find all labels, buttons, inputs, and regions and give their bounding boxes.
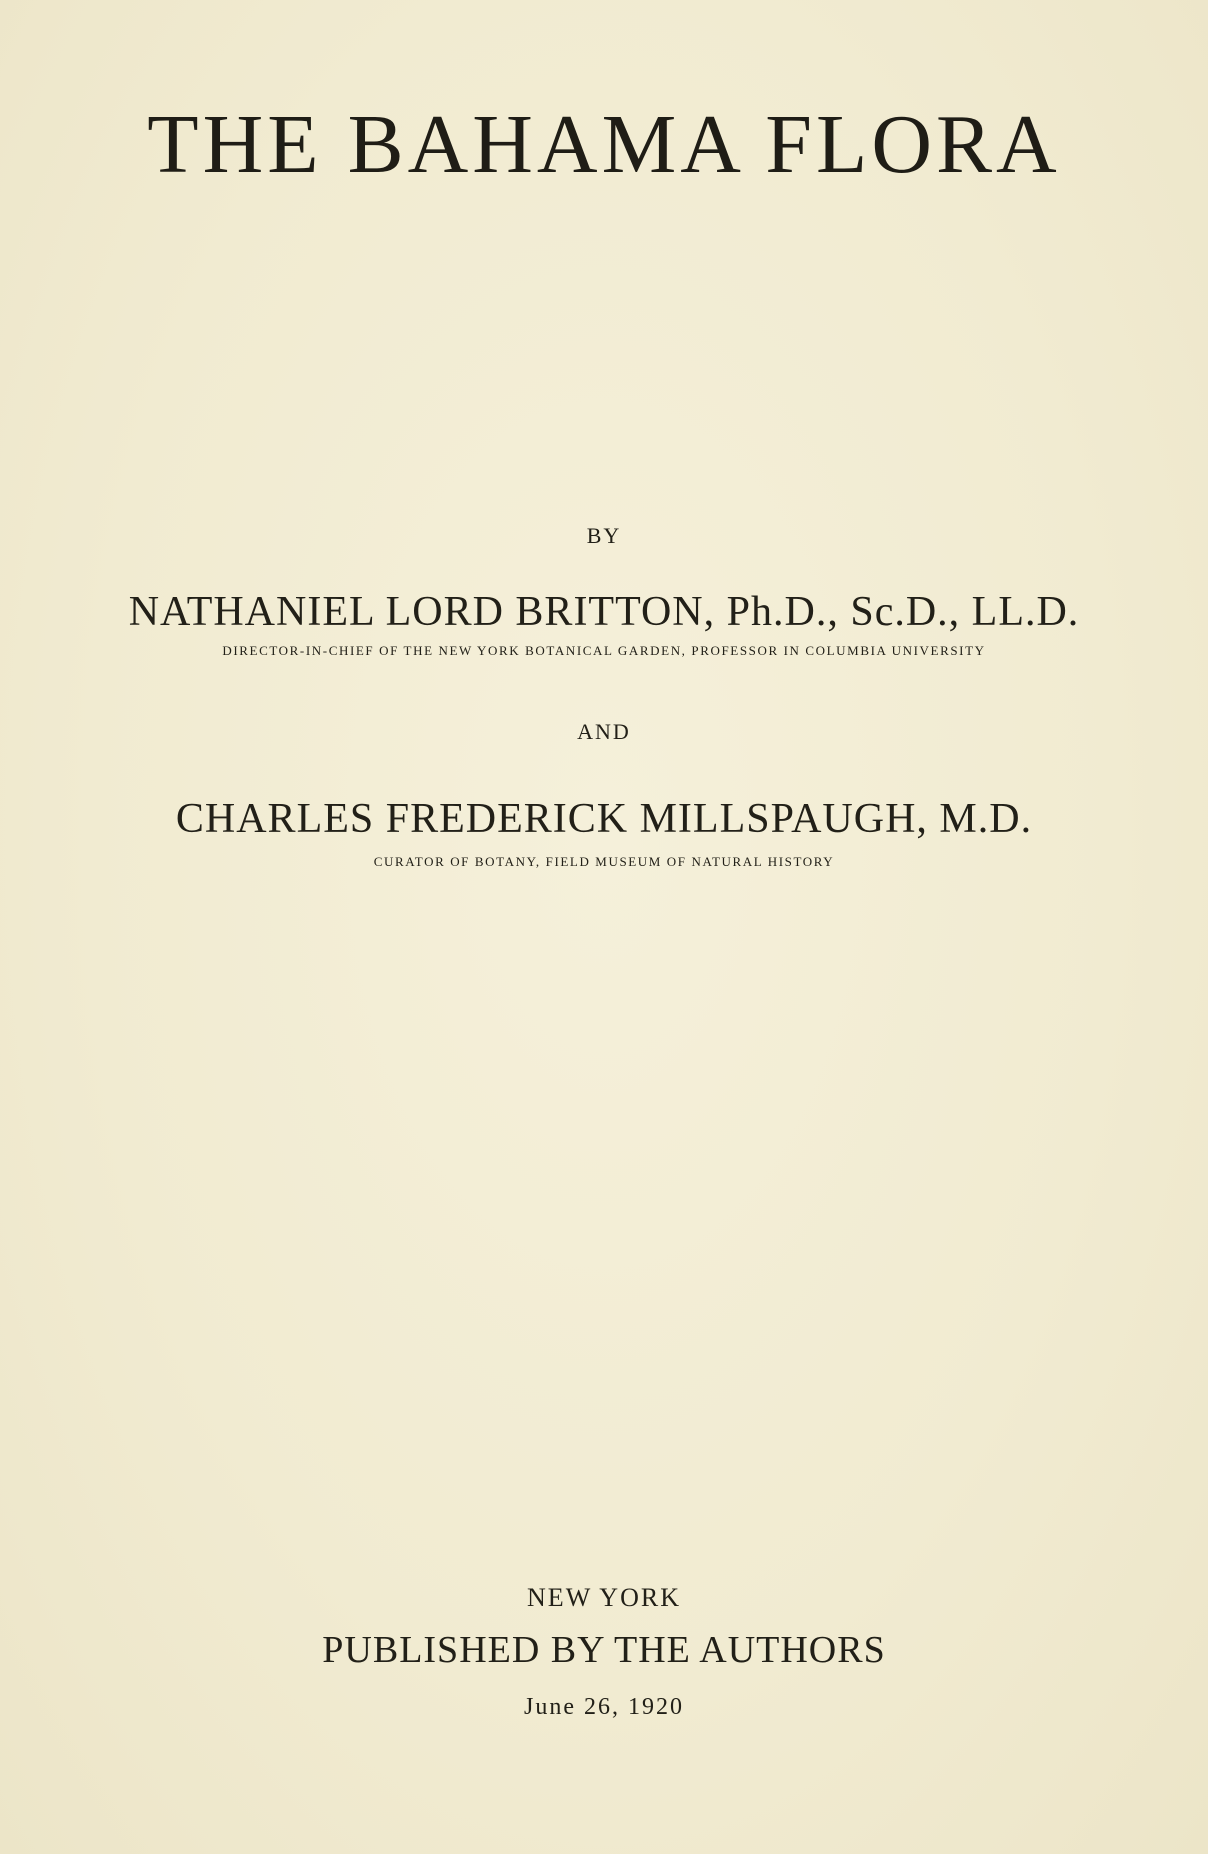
author2-name: CHARLES FREDERICK MILLSPAUGH, M.D. (175, 796, 1033, 842)
imprint-date: June 26, 1920 (524, 1694, 684, 1720)
author1-affiliation: DIRECTOR-IN-CHIEF OF THE NEW YORK BOTANICAL GARDEN, PROFESSOR IN COLUMBIA UNIVERSITY (222, 643, 986, 658)
by-label: BY (586, 523, 622, 548)
conjunction-and: AND (577, 719, 631, 744)
book-title: THE BAHAMA FLORA (147, 98, 1061, 191)
author1-name: NATHANIEL LORD BRITTON, Ph.D., Sc.D., LL.D. (128, 589, 1080, 635)
imprint-publisher: PUBLISHED BY THE AUTHORS (322, 1629, 886, 1671)
imprint-city: NEW YORK (527, 1583, 681, 1612)
author2-affiliation: CURATOR OF BOTANY, FIELD MUSEUM OF NATURAL HISTORY (373, 854, 835, 869)
